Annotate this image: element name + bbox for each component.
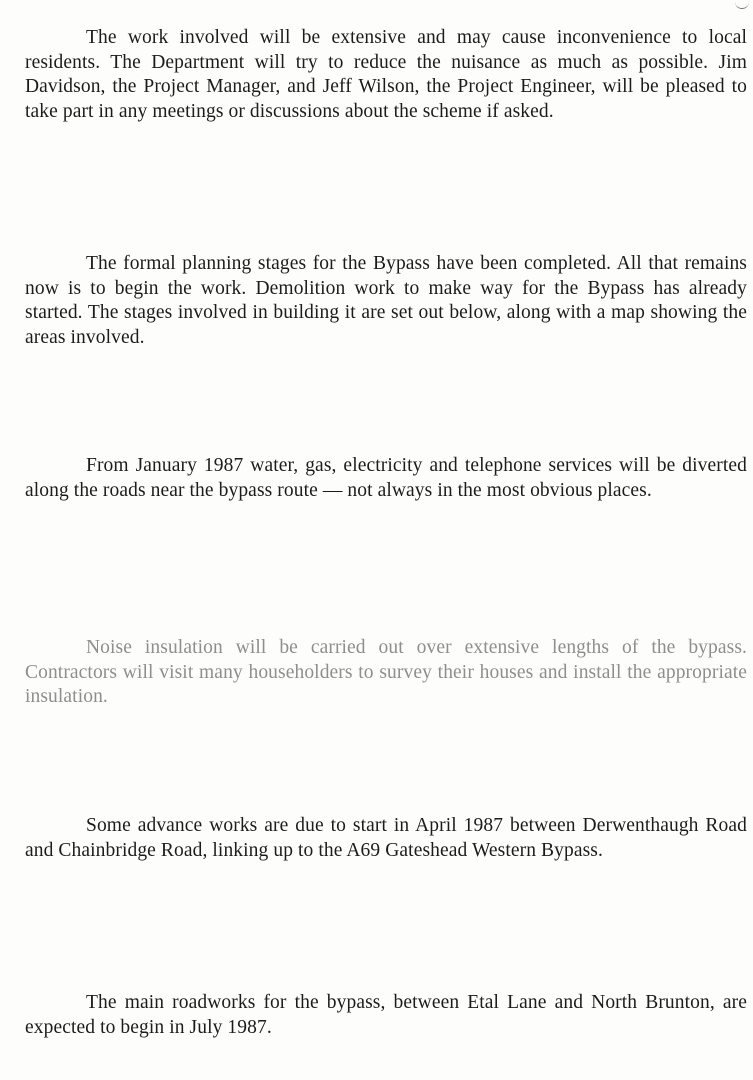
paragraph-work-involved: The work involved will be extensive and may cause inconvenience to local residents. The Department will try to reduce the nuisance as much as possible. Jim Davidson, the Project Manager, and Jeff Wilson, the Project Engineer, will be pleased to take part in any meetings or discussions about the scheme if asked. [25, 27, 747, 122]
paragraph-advance-works: Some advance works are due to start in April 1987 between Derwenthaugh Road and Chainbridge Road, linking up to the A69 Gateshead Western Bypass. [25, 815, 747, 861]
paragraph-services-diverted: From January 1987 water, gas, electricity and telephone services will be diverted along the roads near the bypass route — not always in the most obvious places. [25, 455, 747, 501]
paragraph-planning-stages: The formal planning stages for the Bypass have been completed. All that remains now is to begin the work. Demolition work to make way for the Bypass has already started. The stages involved in building it are set out below, along with a map showing the areas involved. [25, 253, 747, 348]
paragraph-noise-insulation: Noise insulation will be carried out over extensive lengths of the bypass. Contractors will visit many householders to survey their houses and install the appropriate insulation. [25, 637, 747, 707]
paragraph-main-roadworks: The main roadworks for the bypass, between Etal Lane and North Brunton, are expected to begin in July 1987. [25, 992, 747, 1038]
corner-tick-mark [735, 0, 749, 9]
